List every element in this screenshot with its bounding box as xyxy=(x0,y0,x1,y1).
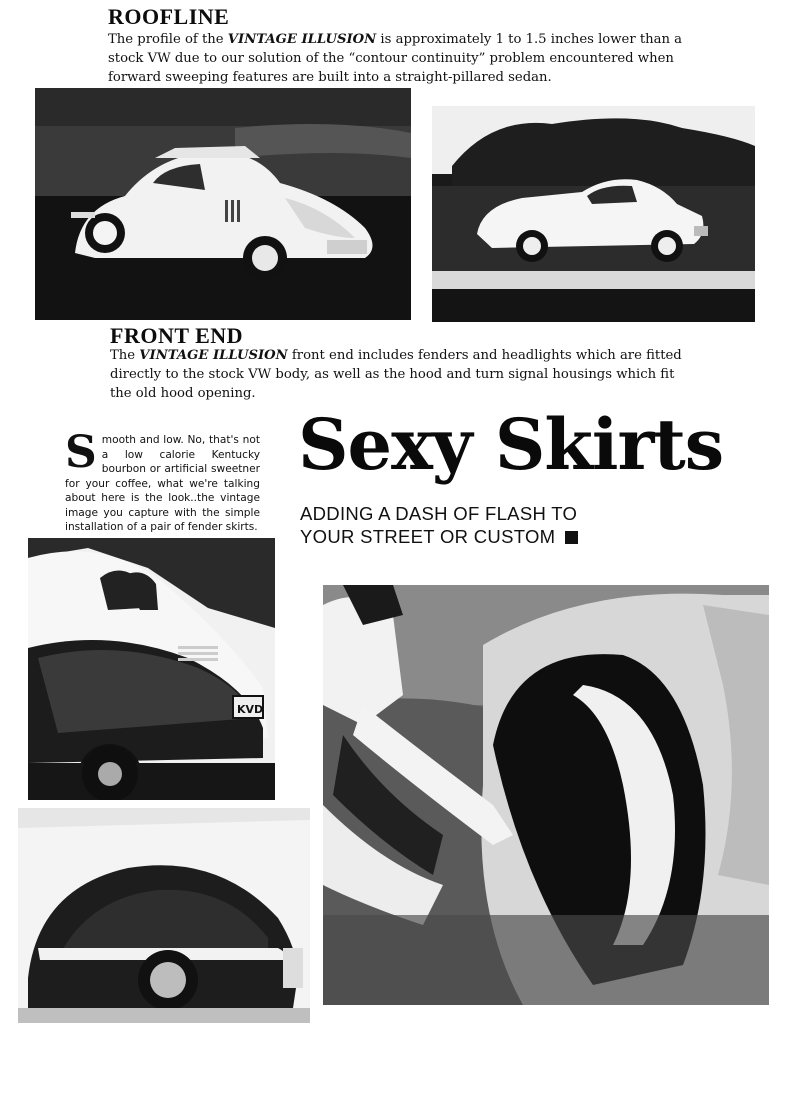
front-end-text-before: The xyxy=(110,348,140,363)
skirts-title: Sexy Skirts xyxy=(298,403,724,486)
skirts-intro-text: mooth and low. No, that's not a low calorie Kentucky bourbon or artificial sweetner for your coffee, what we're talking about here is the look..the vintage image you capture with the simple installation of a pair of fender skirts. xyxy=(65,434,260,533)
skirts-subtitle-line1: ADDING A DASH OF FLASH TO xyxy=(300,503,578,524)
skirts-intro-paragraph xyxy=(65,427,260,535)
end-mark-square-icon xyxy=(565,531,578,544)
skirts-intro-dropcap: S xyxy=(65,427,97,478)
skirts-photo-skirt-closeup xyxy=(18,808,310,1023)
front-end-paragraph xyxy=(110,346,700,403)
skirts-photo-rear-fender xyxy=(28,538,275,800)
roofline-photo-side-view xyxy=(432,106,755,322)
roofline-photo-rear-three-quarter xyxy=(35,88,411,320)
skirts-subtitle xyxy=(300,502,578,548)
skirts-subtitle-line2-text: YOUR STREET OR CUSTOM xyxy=(300,526,556,547)
roofline-paragraph xyxy=(108,30,698,87)
roofline-text-before: The profile of the xyxy=(108,32,228,47)
front-end-brand: VINTAGE ILLUSION xyxy=(139,348,288,363)
skirts-subtitle-line2 xyxy=(300,525,578,548)
license-plate-text: KVD xyxy=(237,703,264,716)
skirts-photo-installation xyxy=(323,585,769,1005)
roofline-text-after: is approximately 1 to 1.5 inches lower than a stock VW due to our solution of the “contour continuity” problem encountered when forward sweeping features are built into a straight-pillared sedan. xyxy=(108,32,683,85)
front-end-text-after: front end includes fenders and headlights which are fitted directly to the stock VW body, as well as the hood and turn signal housings which fit the old hood opening. xyxy=(110,348,682,401)
roofline-brand: VINTAGE ILLUSION xyxy=(227,32,377,47)
front-end-heading: FRONT END xyxy=(110,323,244,348)
roofline-heading: ROOFLINE xyxy=(108,4,230,29)
